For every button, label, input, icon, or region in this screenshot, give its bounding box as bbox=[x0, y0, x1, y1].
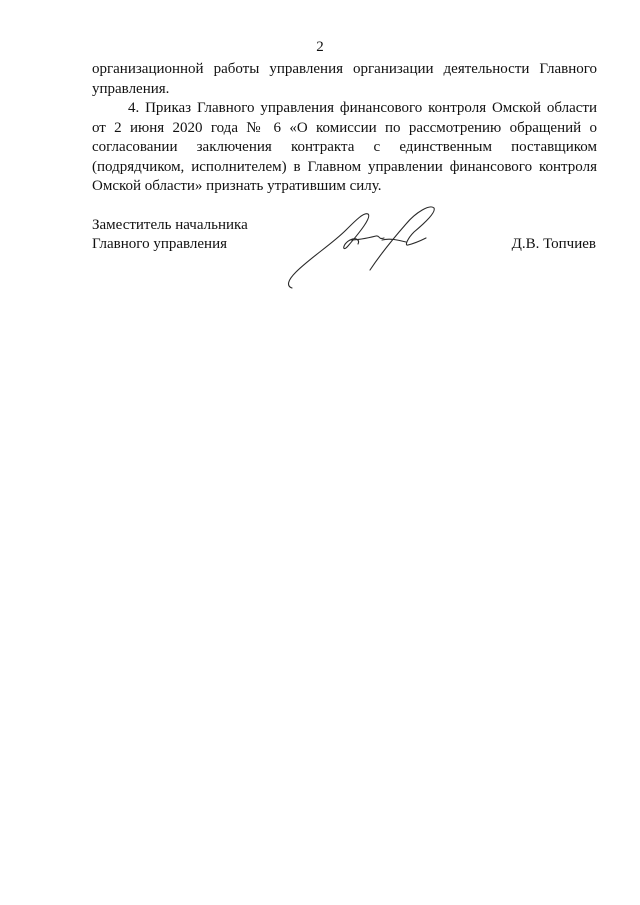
document-body bbox=[92, 60, 597, 197]
signatory-position-line2: Главного управления bbox=[92, 236, 227, 252]
signatory-name: Д.В. Топчиев bbox=[511, 236, 596, 252]
signature-stroke-4 bbox=[382, 239, 406, 242]
signature-stroke-1 bbox=[289, 214, 369, 288]
paragraph-continuation: организационной работы управления организации деятельности Главного управления. bbox=[92, 61, 597, 97]
paragraph-item-4: 4. Приказ Главного управления финансового контроля Омской области от 2 июня 2020 года № 6 «О комиссии по рассмотрению обращений о согласовании заключения контракта с единственным поставщиком (подрядчиком, исполнителем) в Главном управлении финансового контроля Омской области» признать утратившим силу. bbox=[92, 100, 597, 194]
signatory-position-line1: Заместитель начальника bbox=[92, 217, 248, 233]
page-number: 2 bbox=[316, 39, 324, 55]
signatory-position bbox=[92, 216, 248, 254]
handwritten-signature bbox=[280, 200, 440, 295]
signature-stroke-3 bbox=[370, 207, 434, 270]
